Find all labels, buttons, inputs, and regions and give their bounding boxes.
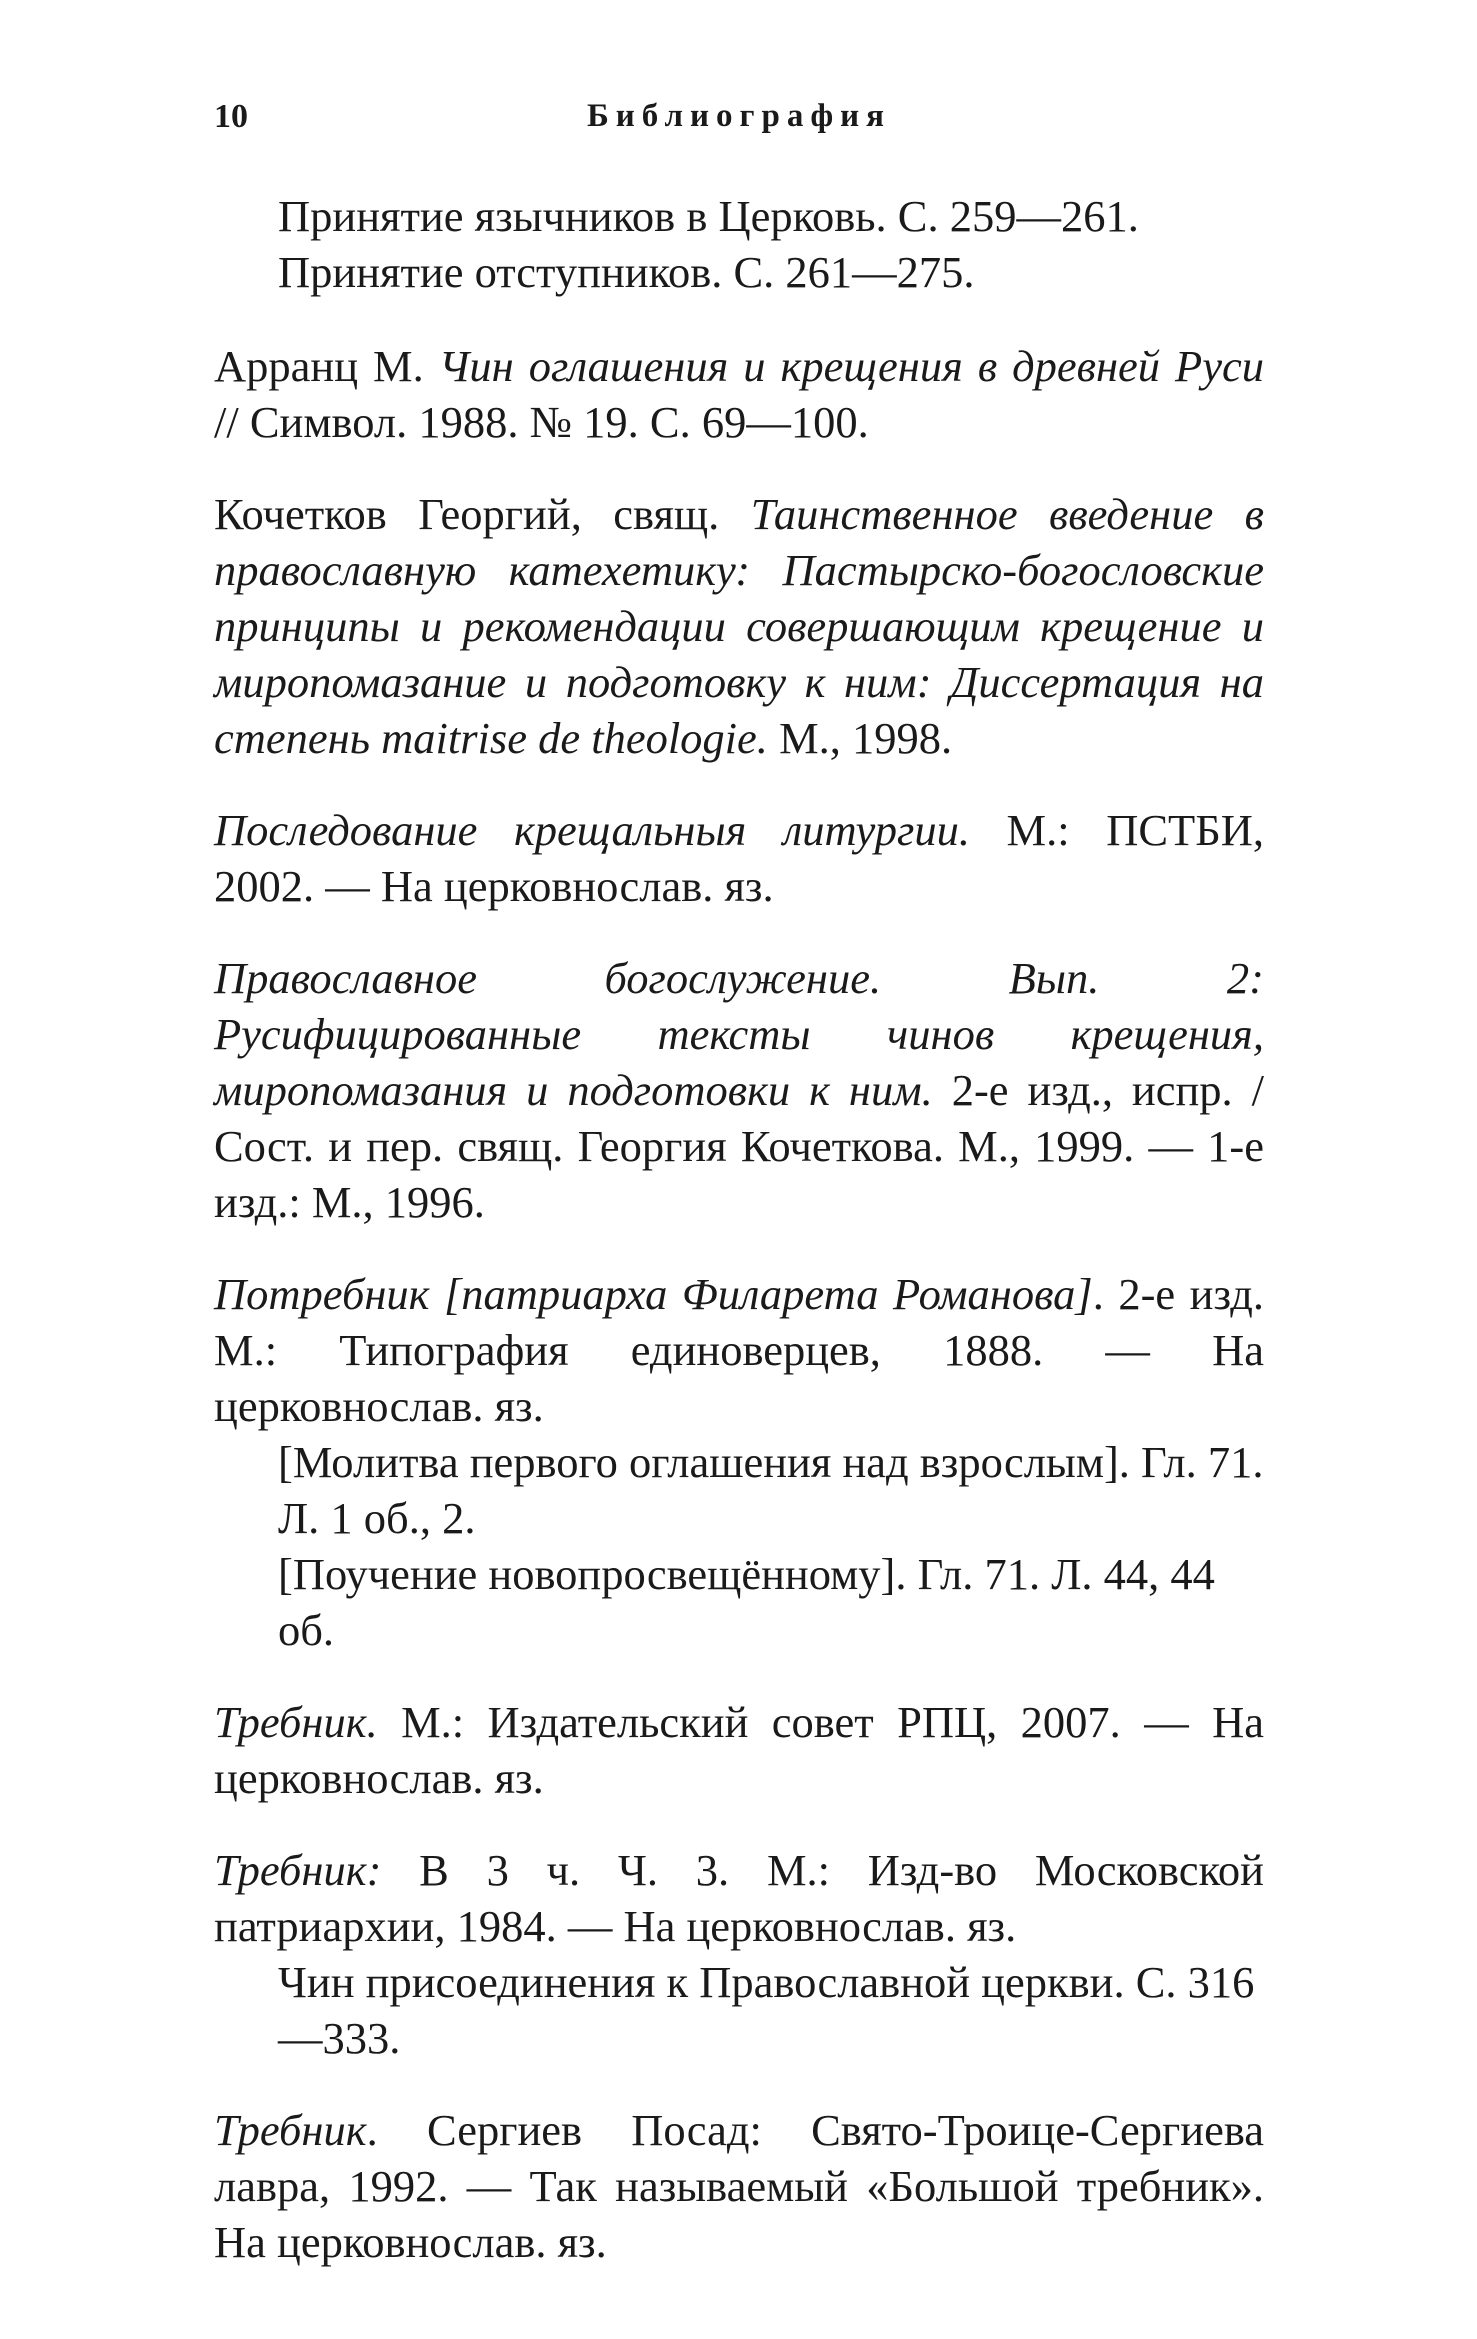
entry-author: Арранц М. xyxy=(214,341,439,391)
entry-details: М., 1998. xyxy=(767,713,953,763)
section-title: Библиография xyxy=(586,98,892,134)
bibliography-entry xyxy=(214,950,1264,1230)
entry-details: 2-е изд., испр. / Сост. и пер. свящ. Георгия Кочеткова. М., 1999. — 1-е изд.: М., 1996. xyxy=(214,1065,1264,1227)
entry-details: // Символ. 1988. № 19. С. 69—100. xyxy=(214,397,869,447)
entry-details: В 3 ч. Ч. 3. М.: Изд-во Московской патриархии, 1984. — На церковнослав. яз. xyxy=(214,1845,1264,1951)
entry-details: М.: ПСТБИ, 2002. — На церковнослав. яз. xyxy=(214,805,1265,911)
entry-title: Потребник [патриарха Филарета Романова] xyxy=(214,1269,1093,1319)
bibliography-entry xyxy=(214,338,1264,450)
page-number: 10 xyxy=(214,98,248,135)
entry-title: Чин оглашения и крещения в древней Руси xyxy=(438,341,1264,391)
entry-details: М.: Издательский совет РПЦ, 2007. — На церковнослав. яз. xyxy=(214,1697,1264,1803)
entry-author: Кочетков Георгий, свящ. xyxy=(214,489,751,539)
entry-details: . 2-е изд. М.: Типография единоверцев, 1888. — На церковнослав. яз. xyxy=(214,1269,1264,1431)
entry-title: Требник xyxy=(214,2105,367,2155)
entry-title: Таинственное введение в православную катехетику: Пастырско-богословские принципы и рекомендации совершающим крещение и миропомазание и подготовку к ним: Диссертация на степень maitrise de theologie. xyxy=(214,489,1264,763)
entry-subitem: Принятие язычников в Церковь. С. 259—261. xyxy=(278,191,1139,241)
running-header xyxy=(214,98,1264,148)
bibliography-entry xyxy=(214,486,1264,766)
entry-details: . Сергиев Посад: Свято-Троице-Сергиева лавра, 1992. — Так называемый «Большой требник». На церковнослав. яз. xyxy=(214,2105,1264,2267)
entry-title: Требник: xyxy=(214,1845,382,1895)
entry-title: Православное богослужение. Вып. 2: Русифицированные тексты чинов крещения, миропомазания и подготовки к ним. xyxy=(214,953,1264,1115)
entry-subitem: [Поучение новопросвещённому]. Гл. 71. Л. 44, 44 об. xyxy=(278,1549,1215,1655)
bibliography-entry xyxy=(214,1266,1264,1658)
bibliography-entry xyxy=(214,2102,1264,2270)
entry-subitem: [Молитва первого оглашения над взрослым]. Гл. 71. Л. 1 об., 2. xyxy=(278,1437,1264,1543)
bibliography-entry xyxy=(214,802,1264,914)
entry-title: Последование крещальныя литургии. xyxy=(214,805,970,855)
bibliography-entry xyxy=(214,1694,1264,1806)
bibliography-list xyxy=(214,188,1264,2306)
bibliography-entry xyxy=(214,1842,1264,2066)
entry-title: Требник. xyxy=(214,1697,378,1747)
entry-subitem: Принятие отступников. С. 261—275. xyxy=(278,247,975,297)
bibliography-entry xyxy=(214,188,1264,300)
entry-subitem: Чин присоединения к Православной церкви. С. 316—333. xyxy=(278,1957,1255,2063)
